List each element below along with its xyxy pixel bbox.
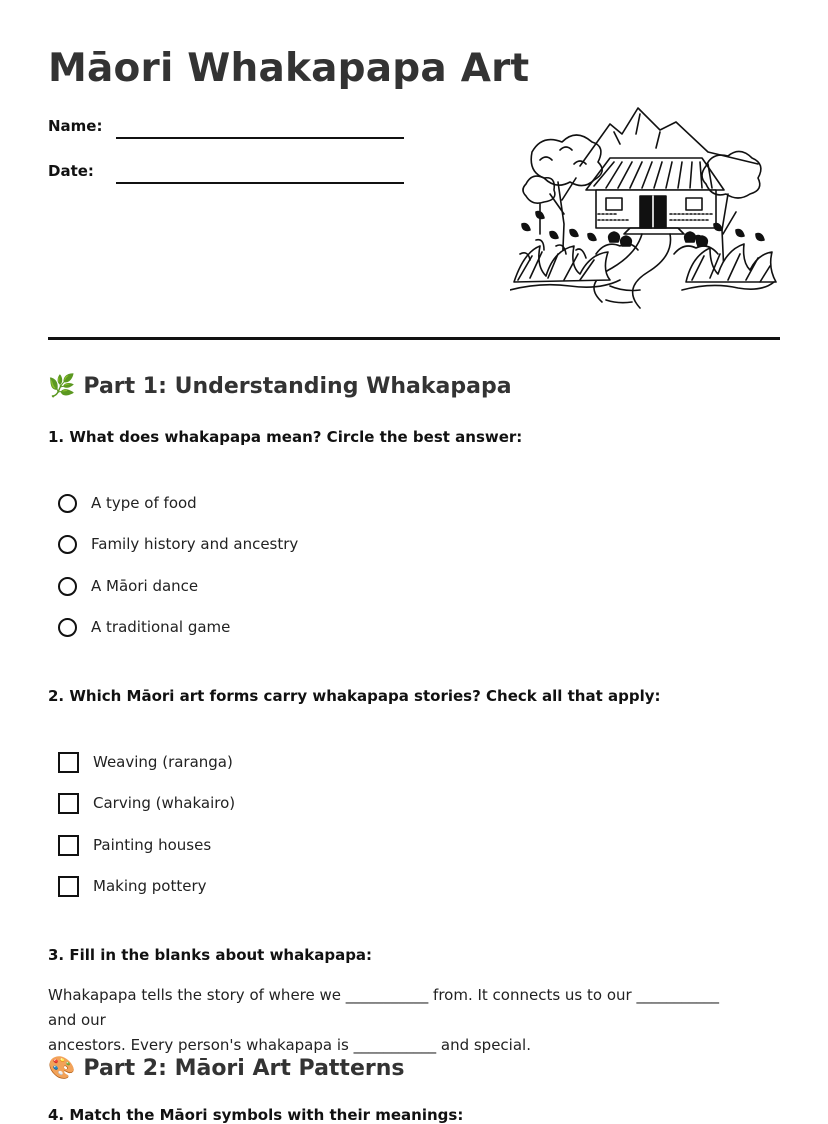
option-label: A Māori dance: [91, 577, 199, 595]
circle-option-icon[interactable]: [58, 577, 77, 596]
fill-in-blanks-paragraph: [48, 983, 748, 1058]
checkbox-icon[interactable]: [58, 752, 79, 773]
name-input-line[interactable]: [116, 137, 404, 139]
option-label: Painting houses: [93, 836, 212, 854]
part2-heading: [48, 1056, 404, 1081]
option-label: Weaving (raranga): [93, 753, 233, 771]
option-label: Family history and ancestry: [91, 535, 299, 553]
option-label: A traditional game: [91, 618, 231, 636]
option-label: Carving (whakairo): [93, 794, 236, 812]
wharenui-landscape-illustration: [510, 104, 778, 314]
circle-option-icon[interactable]: [58, 535, 77, 554]
circle-option-icon[interactable]: [58, 494, 77, 513]
option-label: Making pottery: [93, 877, 207, 895]
q2-option-2[interactable]: [58, 791, 235, 815]
checkbox-icon[interactable]: [58, 793, 79, 814]
worksheet-title: Māori Whakapapa Art: [48, 46, 530, 91]
q2-option-4[interactable]: [58, 874, 207, 898]
q2-option-1[interactable]: [58, 750, 233, 774]
q1-option-3[interactable]: [58, 574, 198, 598]
leaf-icon: 🌿: [48, 374, 76, 399]
q1-option-2[interactable]: [58, 532, 298, 556]
date-input-line[interactable]: [116, 182, 404, 184]
question-1: 1. What does whakapapa mean? Circle the best answer:: [48, 428, 523, 446]
question-3: 3. Fill in the blanks about whakapapa:: [48, 946, 373, 964]
header-divider: [48, 337, 780, 340]
fill-in-line-1[interactable]: Whakapapa tells the story of where we ___________ from. It connects us to our ___________ and our: [48, 986, 719, 1029]
date-label: Date:: [48, 162, 94, 180]
fill-in-line-2[interactable]: ancestors. Every person's whakapapa is ___________ and special.: [48, 1036, 531, 1054]
option-label: A type of food: [91, 494, 197, 512]
q2-option-3[interactable]: [58, 833, 211, 857]
name-label: Name:: [48, 117, 103, 135]
part2-heading-text: Part 2: Māori Art Patterns: [83, 1056, 405, 1081]
q1-option-4[interactable]: [58, 615, 230, 639]
name-field: [48, 117, 102, 135]
question-4: 4. Match the Māori symbols with their meanings:: [48, 1106, 464, 1124]
circle-option-icon[interactable]: [58, 618, 77, 637]
checkbox-icon[interactable]: [58, 835, 79, 856]
q1-option-1[interactable]: [58, 491, 197, 515]
palette-icon: 🎨: [48, 1056, 76, 1081]
part1-heading-text: Part 1: Understanding Whakapapa: [83, 374, 512, 399]
date-field: [48, 162, 94, 180]
question-2: 2. Which Māori art forms carry whakapapa stories? Check all that apply:: [48, 687, 661, 705]
part1-heading: [48, 374, 512, 399]
checkbox-icon[interactable]: [58, 876, 79, 897]
